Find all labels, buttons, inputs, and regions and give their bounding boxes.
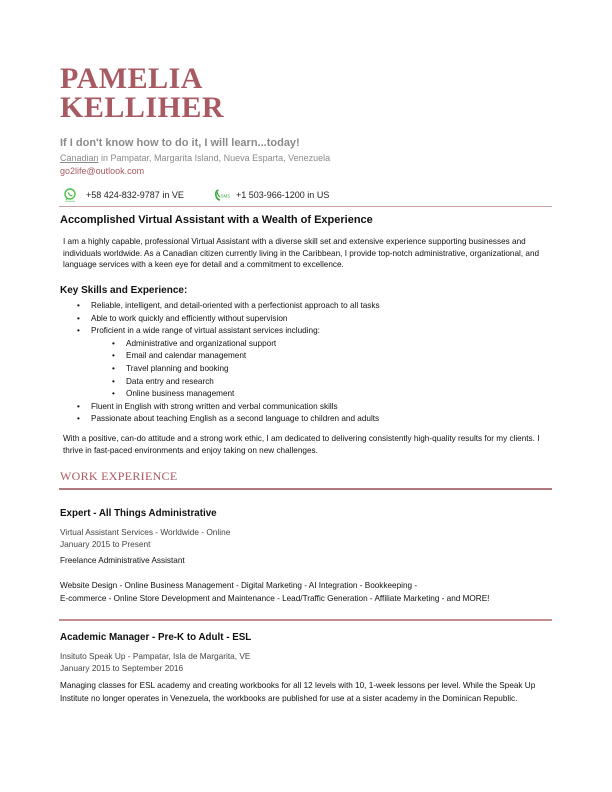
job-title: Expert - All Things Administrative: [60, 508, 217, 519]
skill-subitem: • Online business management: [60, 388, 380, 401]
job-divider: [59, 619, 552, 621]
skill-subitem: • Travel planning and booking: [60, 363, 380, 376]
job-dates: January 2015 to September 2016: [60, 663, 184, 674]
first-name: PAMELIA: [60, 62, 203, 95]
job-services-line: E-commerce - Online Store Development and Maintenance - Lead/Traffic Generation - Affiliate Marketing - and MORE!: [60, 593, 490, 603]
summary-closing: With a positive, can-do attitude and a strong work ethic, I am dedicated to delivering consistently high-quality results for my clients. I thrive in fast-paced environments and enjoy taking on new challenges.: [63, 434, 540, 455]
skill-item: • Proficient in a wide range of virtual assistant services including:: [60, 325, 380, 338]
skill-item: • Passionate about teaching English as a second language to children and adults: [60, 413, 380, 426]
summary-intro: I am a highly capable, professional Virtual Assistant with a diverse skill set and extensive experience supporting businesses and individuals worldwide. As a Canadian citizen currently living in the Caribbean, I provide top-notch administrative, organizational, and language services with a keen eye for detail and a commitment to excellence.: [63, 237, 540, 270]
summary-heading: Accomplished Virtual Assistant with a Wealth of Experience: [60, 214, 373, 226]
skills-heading: Key Skills and Experience:: [60, 285, 188, 296]
phone-us-number[interactable]: +1 503-966-1200 in US: [236, 189, 330, 200]
citizenship-link[interactable]: Canadian: [60, 153, 99, 163]
email-link[interactable]: go2life@outlook.com: [60, 166, 145, 176]
job-services-line: Website Design - Online Business Management - Digital Marketing - AI Integration - Bookkeeping -: [60, 581, 418, 590]
job-dates: January 2015 to Present: [60, 539, 151, 550]
location-text: in Pampatar, Margarita Island, Nueva Esparta, Venezuela: [98, 153, 331, 163]
job-title: Academic Manager - Pre-K to Adult - ESL: [60, 632, 252, 643]
job-meta: [60, 650, 250, 675]
phone-ve-number[interactable]: +58 424-832-9787 in VE: [86, 189, 184, 200]
phone-ve: [62, 188, 184, 201]
job-role: Freelance Administrative Assistant: [60, 556, 185, 565]
skill-item: • Fluent in English with strong written and verbal communication skills: [60, 401, 380, 414]
work-experience-rule: [59, 488, 552, 490]
job-meta: [60, 526, 230, 551]
skill-subitem: • Data entry and research: [60, 376, 380, 389]
skill-item: • Able to work quickly and efficiently without supervision: [60, 313, 380, 326]
header-divider: [59, 206, 552, 207]
tagline: If I don't know how to do it, I will learn...today!: [60, 137, 300, 149]
location-line: [60, 153, 330, 163]
job-services: [60, 580, 550, 605]
sms-phone-icon: [212, 188, 228, 201]
svg-text:SMS: SMS: [220, 193, 230, 199]
last-name: KELLIHER: [60, 91, 225, 124]
candidate-name: [60, 64, 224, 122]
work-experience-title: WORK EXPERIENCE: [60, 469, 178, 483]
job-description: Managing classes for ESL academy and creating workbooks for all 12 levels with 10, 1-week lessons per level. While the Speak Up Institute no longer operates in Venezuela, the workbooks are published for use at a sister academy in the Dominican Republic.: [60, 681, 536, 703]
skills-list: [60, 300, 380, 426]
phone-us: [212, 188, 329, 201]
job-company: Insituto Speak Up - Pampatar, Isla de Margarita, VE: [60, 651, 251, 661]
skill-subitem: • Email and calendar management: [60, 350, 380, 363]
whatsapp-icon: [62, 188, 78, 201]
job-company: Virtual Assistant Services - Worldwide - Online: [60, 527, 231, 537]
skill-subitem: • Administrative and organizational support: [60, 338, 380, 351]
skill-item: • Reliable, intelligent, and detail-oriented with a perfectionist approach to all tasks: [60, 300, 380, 313]
